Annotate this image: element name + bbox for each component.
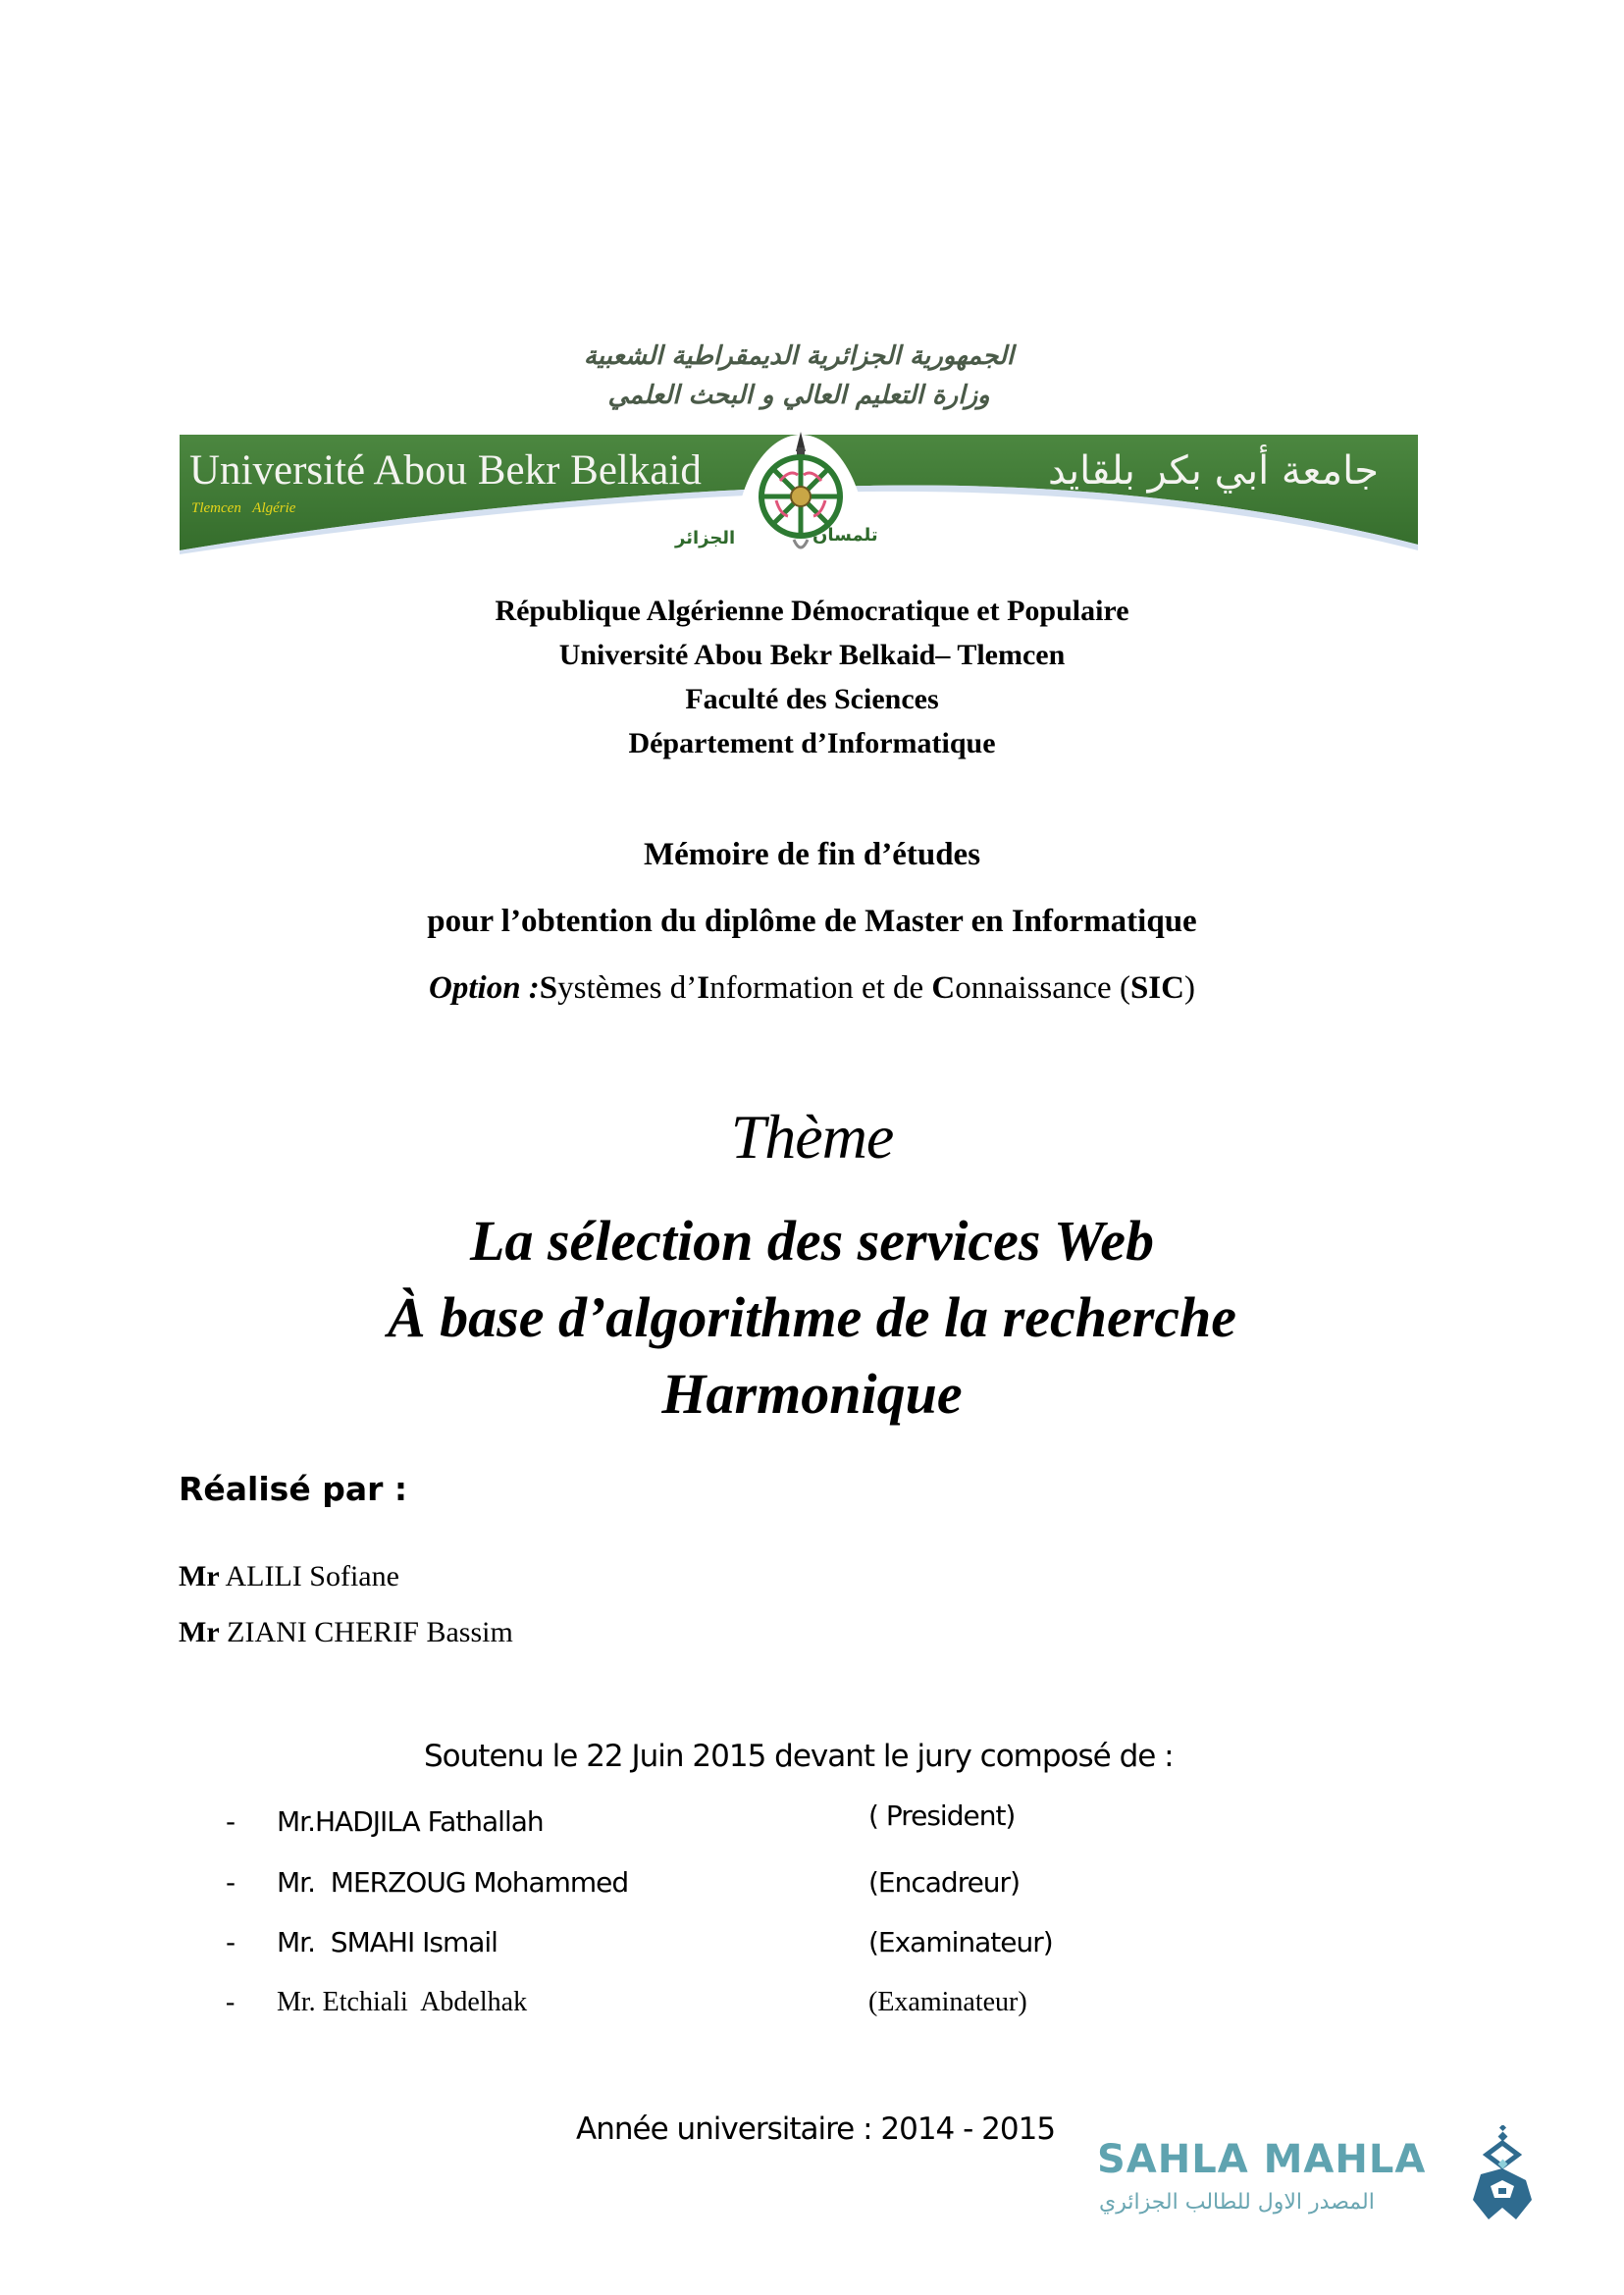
jury-role: (Examinateur) <box>868 1987 1027 2017</box>
institution-department: Département d’Informatique <box>628 727 996 759</box>
memoire-title: Mémoire de fin d’études <box>643 837 981 872</box>
option-initial-s: S <box>539 970 558 1006</box>
memoire-subtitle: pour l’obtention du diplôme de Master en Informatique <box>427 904 1197 939</box>
option-line <box>0 970 1624 1007</box>
academic-year: Année universitaire : 2014 - 2015 <box>576 2112 1056 2147</box>
jury-name: Mr. MERZOUG Mohammed <box>277 1866 629 1899</box>
defense-statement: Soutenu le 22 Juin 2015 devant le jury composé de : <box>424 1739 1174 1774</box>
option-text: nformation et de <box>709 970 932 1006</box>
jury-member <box>226 1866 1109 1905</box>
institution-block <box>0 589 1624 765</box>
theme-label: Thème <box>730 1102 894 1172</box>
author-prefix: Mr <box>179 1560 220 1592</box>
arabic-republic-line: الجمهورية الجزائرية الديمقراطية الشعبية <box>583 341 1015 371</box>
sahla-mahla-logo-icon <box>1467 2125 1541 2223</box>
location-ar-city: تلمسان <box>812 525 878 546</box>
author-prefix: Mr <box>179 1616 220 1648</box>
arabic-ministry-line: وزارة التعليم العالي و البحث العلمي <box>607 381 990 410</box>
option-text: ystèmes d’ <box>557 970 698 1006</box>
location-ar-country: الجزائر <box>675 528 736 548</box>
author-name: ALILI Sofiane <box>219 1560 399 1592</box>
jury-name: Mr.HADJILA Fathallah <box>277 1805 544 1838</box>
option-text: ) <box>1183 970 1195 1006</box>
jury-role: (Encadreur) <box>868 1866 1020 1899</box>
option-initial-c: C <box>931 970 956 1006</box>
authors-heading: Réalisé par : <box>179 1470 408 1508</box>
author-name: ZIANI CHERIF Bassim <box>219 1616 513 1648</box>
thesis-title-line: À base d’algorithme de la recherche <box>387 1285 1237 1349</box>
option-text: onnaissance ( <box>955 970 1130 1006</box>
bullet-dash: - <box>226 1805 236 1838</box>
option-acronym: SIC <box>1129 970 1184 1006</box>
institution-university: Université Abou Bekr Belkaid– Tlemcen <box>558 639 1066 671</box>
jury-role: (Examinateur) <box>868 1926 1053 1958</box>
option-label: Option : <box>429 970 540 1006</box>
option-initial-i: I <box>697 970 710 1006</box>
university-name-ar: جامعة أبي بكر بلقايد <box>1047 448 1379 494</box>
bullet-dash: - <box>226 1926 236 1958</box>
jury-member <box>226 1799 1109 1845</box>
institution-republic: République Algérienne Démocratique et Populaire <box>495 595 1129 627</box>
watermark-tagline: المصدر الاول للطالب الجزائري <box>1099 2190 1375 2215</box>
thesis-title <box>0 1203 1624 1433</box>
jury-name: Mr. SMAHI Ismail <box>277 1926 498 1958</box>
jury-role: ( President) <box>868 1799 1016 1832</box>
university-name-fr: Université Abou Bekr Belkaid <box>189 447 702 494</box>
watermark-name: SAHLA MAHLA <box>1097 2137 1427 2182</box>
jury-member <box>226 1926 1109 1965</box>
institution-faculty: Faculté des Sciences <box>685 683 939 715</box>
thesis-title-line: Harmonique <box>661 1362 963 1426</box>
university-location-fr: Tlemcen Algérie <box>191 500 296 516</box>
sahla-mahla-watermark <box>1089 2131 1550 2229</box>
author-item <box>179 1560 399 1593</box>
jury-member <box>226 1987 1109 2026</box>
author-item <box>179 1616 513 1649</box>
bullet-dash: - <box>226 1987 236 2017</box>
jury-name: Mr. Etchiali Abdelhak <box>277 1987 528 2017</box>
bullet-dash: - <box>226 1866 236 1899</box>
university-header-logo <box>180 324 1418 564</box>
thesis-title-line: La sélection des services Web <box>470 1209 1154 1273</box>
